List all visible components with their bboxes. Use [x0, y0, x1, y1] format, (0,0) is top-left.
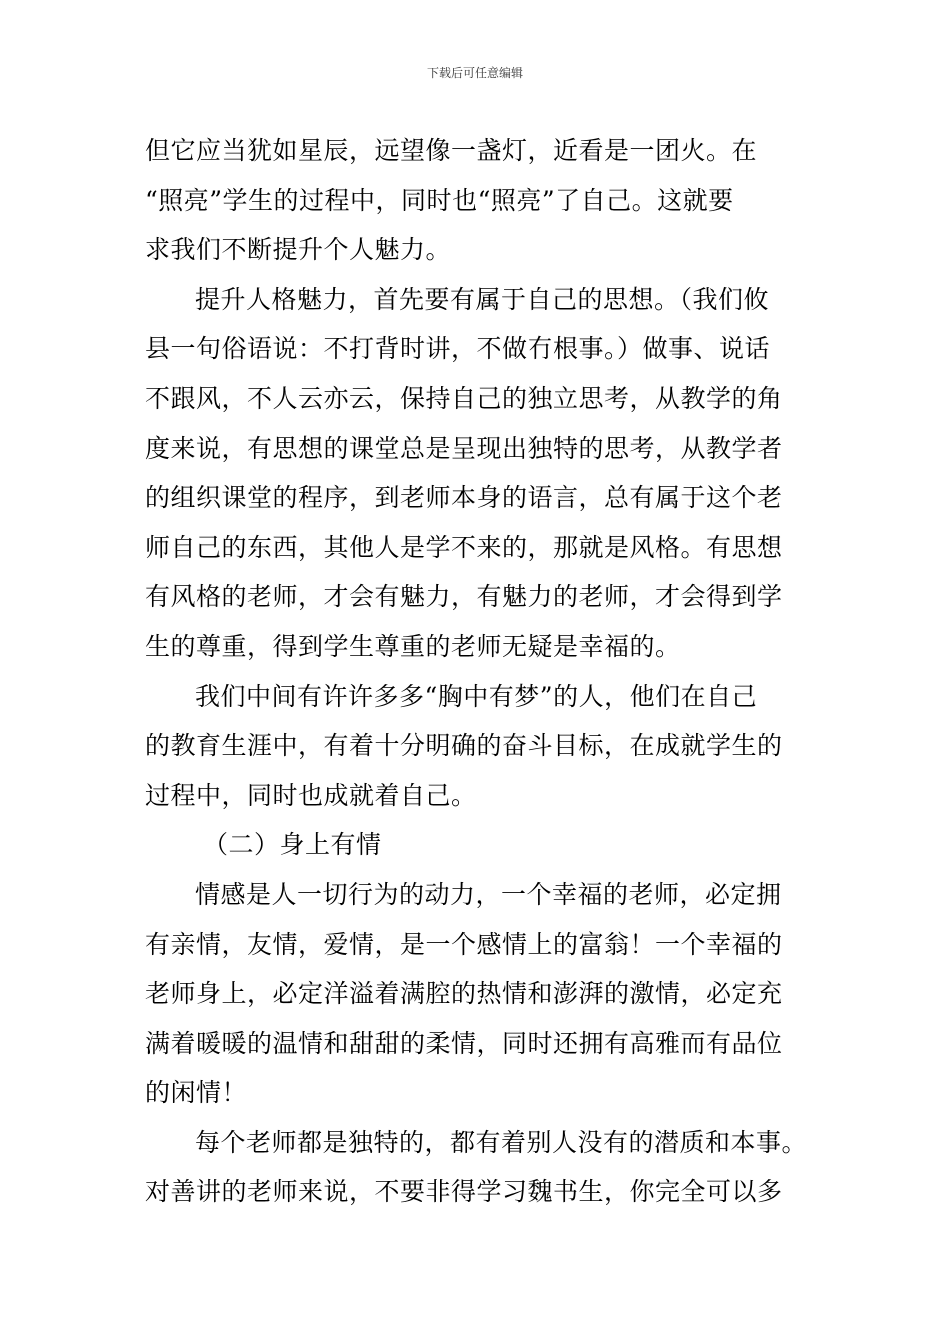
paragraph-first-line: 情感是人一切行为的动力，一个幸福的老师，必定拥 [195, 879, 782, 909]
text-line: 县一句俗语说：不打背时讲，不做冇根事。）做事、说话 [145, 334, 771, 364]
text-line: 满着暖暖的温情和甜甜的柔情，同时还拥有高雅而有品位 [145, 1028, 783, 1058]
text-line: 的教育生涯中，有着十分明确的奋斗目标，在成就学生的 [145, 731, 783, 761]
text-line: 有风格的老师，才会有魅力，有魅力的老师，才会得到学 [145, 582, 783, 612]
page-header: 下载后可任意编辑 [426, 66, 523, 80]
text-line: 老师身上，必定洋溢着满腔的热情和澎湃的激情，必定充 [145, 979, 783, 1009]
text-line: 求我们不断提升个人魅力。 [145, 235, 452, 265]
text-line: 生的尊重，得到学生尊重的老师无疑是幸福的。 [145, 631, 681, 661]
paragraph-first-line: 提升人格魅力，首先要有属于自己的思想。（我们攸 [195, 284, 770, 314]
text-line: 过程中，同时也成就着自己。 [145, 780, 477, 810]
text-line: 但它应当犹如星辰，远望像一盏灯，近看是一团火。在 [145, 136, 758, 165]
text-line: 的组织课堂的程序，到老师本身的语言，总有属于这个老 [145, 483, 783, 513]
document-body [145, 126, 815, 1217]
text-line: “照亮”学生的过程中，同时也“照亮”了自己。这就要 [145, 185, 734, 215]
text-line: 有亲情，友情，爱情，是一个感情上的富翁！一个幸福的 [145, 929, 783, 959]
text-line: 师自己的东西，其他人是学不来的，那就是风格。有思想 [145, 532, 783, 562]
section-heading: （二）身上有情 [203, 830, 382, 860]
text-line: 度来说，有思想的课堂总是呈现出独特的思考，从教学者 [145, 433, 783, 463]
text-line: 对善讲的老师来说，不要非得学习魏书生，你完全可以多 [145, 1177, 783, 1207]
paragraph-first-line: 每个老师都是独特的，都有着别人没有的潜质和本事。 [195, 1127, 808, 1157]
text-line: 的闲情！ [145, 1078, 248, 1108]
paragraph-first-line: 我们中间有许许多多“胸中有梦”的人，他们在自己 [195, 681, 758, 711]
text-line: 不跟风，不人云亦云，保持自己的独立思考，从教学的角 [145, 383, 783, 413]
